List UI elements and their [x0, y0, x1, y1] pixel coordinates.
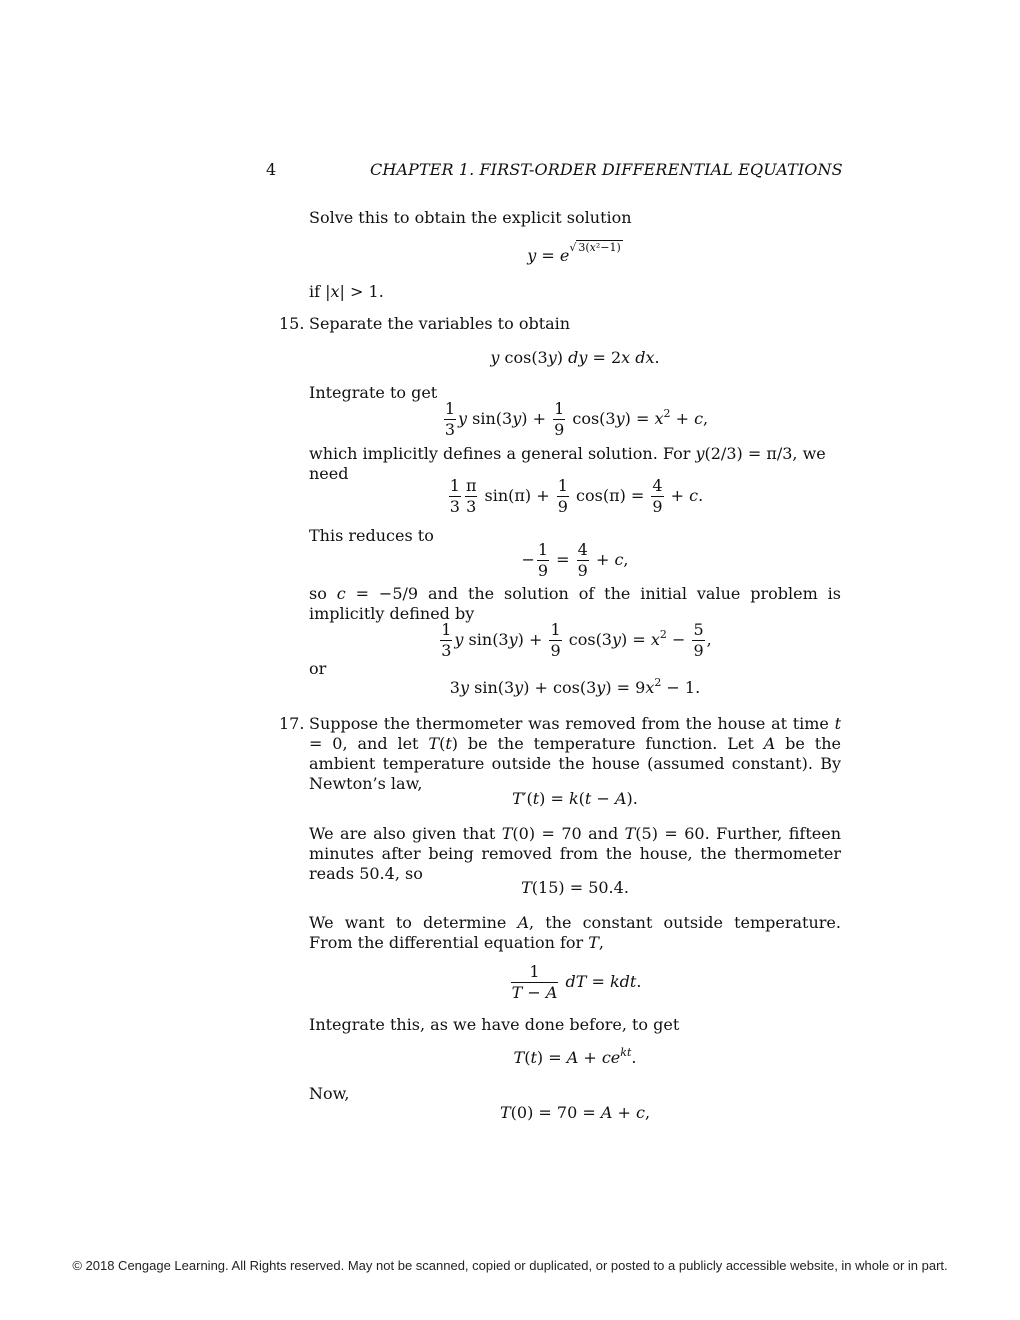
equation-explicit-solution: y = e√ 3(x²−1)	[527, 241, 621, 265]
equation-15-particular: $\frac{1}{3}$ y sin(3y) + $\frac{1}{9}$ $\cos(3y) = x^2$ − $\frac{5}{9}$ ,	[441, 620, 712, 660]
paragraph-condition: if |x| > 1.	[309, 282, 384, 301]
item15-intro: Separate the variables to obtain	[309, 314, 571, 333]
equation-17-t0: T(0) = 70 = A + c,	[499, 1103, 651, 1122]
copyright-footer: © 2018 Cengage Learning. All Rights reserved. May not be scanned, copied or duplicated, or posted to a publicly accessible website, in whole or in part.	[72, 1258, 948, 1273]
equation-15-separated: y cos(3y) dy = 2x dx.	[490, 348, 660, 367]
paragraph-or: or	[309, 659, 327, 678]
running-header: CHAPTER 1. FIRST-ORDER DIFFERENTIAL EQUATIONS	[370, 160, 843, 179]
equation-15-reduced: − $\frac{1}{9}$ = $\frac{4}{9}$ + c,	[521, 540, 629, 580]
paragraph-solve-explicit: Solve this to obtain the explicit solution	[309, 208, 632, 227]
item17-intro: Suppose the thermometer was removed from the house at time t = 0, and let T(t) be the temperature function. Let A be the ambient temperature outside the house (assumed constant). By Newton’s law,	[309, 714, 841, 793]
paragraph-reduces: This reduces to	[309, 526, 434, 545]
paragraph-now: Now,	[309, 1084, 350, 1103]
paragraph-integrate: Integrate to get	[309, 383, 438, 402]
equation-15-general: $\frac{1}{3}$ y sin(3y) + $\frac{1}{9}$ $\cos(3y) = x^2 + c$,	[444, 399, 709, 439]
paragraph-so-c: so c = −5/9 and the solution of the initial value problem is implicitly defined by	[309, 584, 841, 623]
equation-15-substituted: $\frac{1}{3}$ $\frac{\pi}{3}$ sin(π) + $\frac{1}{9}$ cos(π) = $\frac{4}{9}$ + c.	[449, 476, 704, 516]
equation-17-separated: $\frac{1}{T - A}$ dT = kdt.	[511, 962, 642, 1002]
equation-17-newton: T′(t) = k(t − A).	[512, 789, 638, 808]
equation-15-final: 3y $\sin(3y) + \cos(3y) = 9x^2 - 1$.	[449, 676, 701, 697]
paragraph-integrate-before: Integrate this, as we have done before, to get	[309, 1015, 680, 1034]
equation-17-solution: $T(t) = A + ce^{kt}$.	[513, 1046, 637, 1067]
equation-17-t15: T(15) = 50.4.	[521, 878, 629, 897]
paragraph-determine: We want to determine A, the constant outside temperature. From the differential equation for T,	[309, 913, 841, 952]
paragraph-given: We are also given that T(0) = 70 and T(5) = 60. Further, fifteen minutes after being removed from the house, the thermometer reads 50.4, so	[309, 824, 841, 883]
item-number-15: 15.	[279, 314, 305, 333]
paragraph-implicit: which implicitly defines a general solution. For y(2/3) = π/3, we need	[309, 444, 826, 483]
page-number: 4	[266, 160, 277, 179]
item-number-17: 17.	[279, 714, 305, 733]
